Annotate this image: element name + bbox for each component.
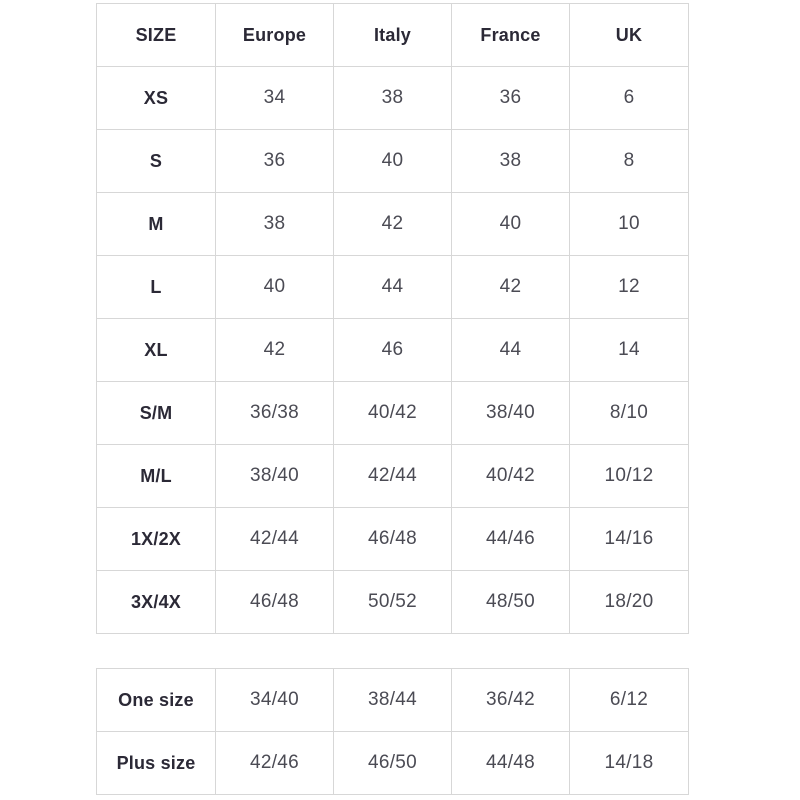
table-header-row xyxy=(97,4,689,67)
size-cell: M xyxy=(97,193,216,256)
table-row-one-size xyxy=(97,669,689,732)
column-header-italy: Italy xyxy=(334,4,452,67)
table-row-xl xyxy=(97,319,689,382)
value-cell: 6 xyxy=(570,67,689,130)
value-cell: 40 xyxy=(216,256,334,319)
value-cell: 46/50 xyxy=(334,732,452,795)
value-cell: 46 xyxy=(334,319,452,382)
value-cell: 36/42 xyxy=(452,669,570,732)
table-row-s-m xyxy=(97,382,689,445)
value-cell: 38/44 xyxy=(334,669,452,732)
column-header-size: SIZE xyxy=(97,4,216,67)
table-row-l xyxy=(97,256,689,319)
value-cell: 8 xyxy=(570,130,689,193)
table-row-3x-4x xyxy=(97,571,689,634)
value-cell: 38 xyxy=(334,67,452,130)
size-cell: 1X/2X xyxy=(97,508,216,571)
value-cell: 44 xyxy=(452,319,570,382)
value-cell: 38 xyxy=(452,130,570,193)
value-cell: 6/12 xyxy=(570,669,689,732)
value-cell: 48/50 xyxy=(452,571,570,634)
column-header-uk: UK xyxy=(570,4,689,67)
column-header-france: France xyxy=(452,4,570,67)
value-cell: 50/52 xyxy=(334,571,452,634)
table-row-m xyxy=(97,193,689,256)
value-cell: 40 xyxy=(334,130,452,193)
size-cell: S xyxy=(97,130,216,193)
value-cell: 38/40 xyxy=(216,445,334,508)
value-cell: 46/48 xyxy=(334,508,452,571)
value-cell: 42/46 xyxy=(216,732,334,795)
value-cell: 40/42 xyxy=(452,445,570,508)
value-cell: 10/12 xyxy=(570,445,689,508)
column-header-europe: Europe xyxy=(216,4,334,67)
value-cell: 12 xyxy=(570,256,689,319)
value-cell: 14/18 xyxy=(570,732,689,795)
main-size-conversion-table xyxy=(96,3,689,634)
table-row-s xyxy=(97,130,689,193)
value-cell: 40 xyxy=(452,193,570,256)
size-cell: XL xyxy=(97,319,216,382)
size-cell: 3X/4X xyxy=(97,571,216,634)
size-cell: M/L xyxy=(97,445,216,508)
size-cell: One size xyxy=(97,669,216,732)
tables-wrap xyxy=(96,3,689,795)
value-cell: 8/10 xyxy=(570,382,689,445)
tables-gap xyxy=(96,634,689,668)
size-cell: L xyxy=(97,256,216,319)
value-cell: 44 xyxy=(334,256,452,319)
special-sizes-table xyxy=(96,668,689,795)
value-cell: 42/44 xyxy=(334,445,452,508)
value-cell: 42 xyxy=(452,256,570,319)
value-cell: 34/40 xyxy=(216,669,334,732)
value-cell: 38 xyxy=(216,193,334,256)
value-cell: 44/46 xyxy=(452,508,570,571)
value-cell: 42 xyxy=(334,193,452,256)
size-cell: Plus size xyxy=(97,732,216,795)
table-row-m-l xyxy=(97,445,689,508)
table-row-1x-2x xyxy=(97,508,689,571)
size-cell: S/M xyxy=(97,382,216,445)
value-cell: 14/16 xyxy=(570,508,689,571)
value-cell: 44/48 xyxy=(452,732,570,795)
value-cell: 42 xyxy=(216,319,334,382)
value-cell: 10 xyxy=(570,193,689,256)
value-cell: 18/20 xyxy=(570,571,689,634)
value-cell: 34 xyxy=(216,67,334,130)
value-cell: 38/40 xyxy=(452,382,570,445)
value-cell: 46/48 xyxy=(216,571,334,634)
table-row-xs xyxy=(97,67,689,130)
size-cell: XS xyxy=(97,67,216,130)
value-cell: 36 xyxy=(216,130,334,193)
value-cell: 36/38 xyxy=(216,382,334,445)
value-cell: 42/44 xyxy=(216,508,334,571)
value-cell: 14 xyxy=(570,319,689,382)
value-cell: 36 xyxy=(452,67,570,130)
table-row-plus-size xyxy=(97,732,689,795)
value-cell: 40/42 xyxy=(334,382,452,445)
